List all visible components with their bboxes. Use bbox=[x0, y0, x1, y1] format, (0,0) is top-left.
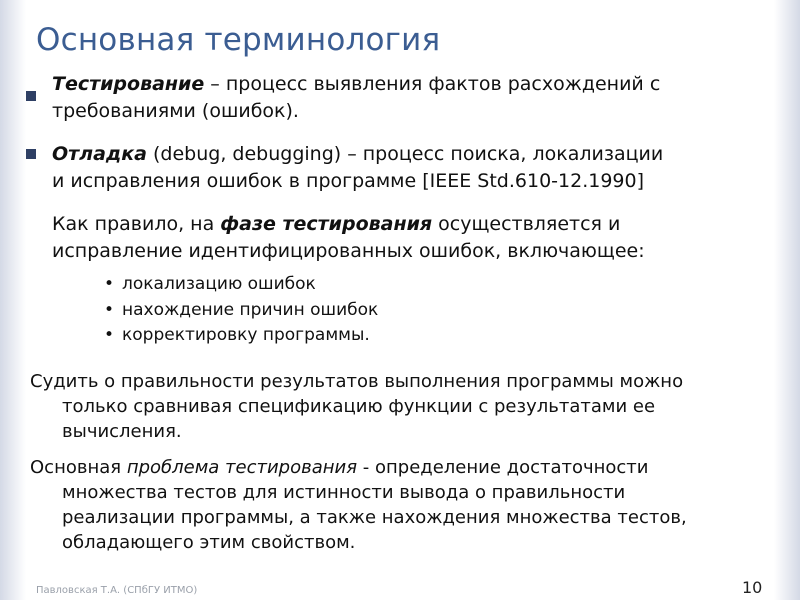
bullet-testing bbox=[52, 71, 660, 97]
debugging-definition-line2: и исправления ошибок в программе [IEEE Std.610-12.1990] bbox=[52, 170, 645, 192]
subitem: • корректировку программы. bbox=[104, 325, 370, 345]
bullet-debugging bbox=[52, 141, 663, 167]
testing-definition-line2: требованиями (ошибок). bbox=[52, 100, 299, 122]
subitem: • локализацию ошибок bbox=[104, 274, 316, 294]
term-testing: Тестирование bbox=[52, 73, 205, 95]
footer-author: Павловская Т.А. (СПбГУ ИТМО) bbox=[36, 585, 198, 596]
subitem: • нахождение причин ошибок bbox=[104, 300, 379, 320]
note-line1: Как правило, на фазе тестирования осуществляется и bbox=[52, 213, 621, 235]
bullet-dot-icon: • bbox=[104, 300, 115, 320]
note-line2: исправление идентифицированных ошибок, включающее: bbox=[52, 240, 645, 262]
bullet-dot-icon: • bbox=[104, 274, 115, 294]
bullet-square-icon bbox=[26, 149, 36, 159]
slide-title: Основная терминология bbox=[36, 22, 441, 58]
page-number: 10 bbox=[742, 578, 763, 597]
testing-definition: – процесс выявления фактов расхождений с bbox=[204, 73, 661, 95]
term-testing-problem: проблема тестирования bbox=[126, 457, 358, 478]
bullet-dot-icon: • bbox=[104, 325, 115, 345]
paragraph-testing-problem: Основная проблема тестирования - определение достаточности множества тестов для истинности вывода о правильности реализации программы, а также нахождения множества тестов, обладающего этим свойством. bbox=[30, 457, 687, 553]
bullet-square-icon bbox=[26, 91, 36, 101]
term-debugging: Отладка bbox=[52, 143, 147, 165]
paragraph-correctness: Судить о правильности результатов выполнения программы можно только сравнивая спецификацию функции с результатами ее вычисления. bbox=[30, 371, 684, 442]
debugging-definition: (debug, debugging) – процесс поиска, локализации bbox=[146, 143, 664, 165]
term-testing-phase: фазе тестирования bbox=[220, 213, 433, 235]
